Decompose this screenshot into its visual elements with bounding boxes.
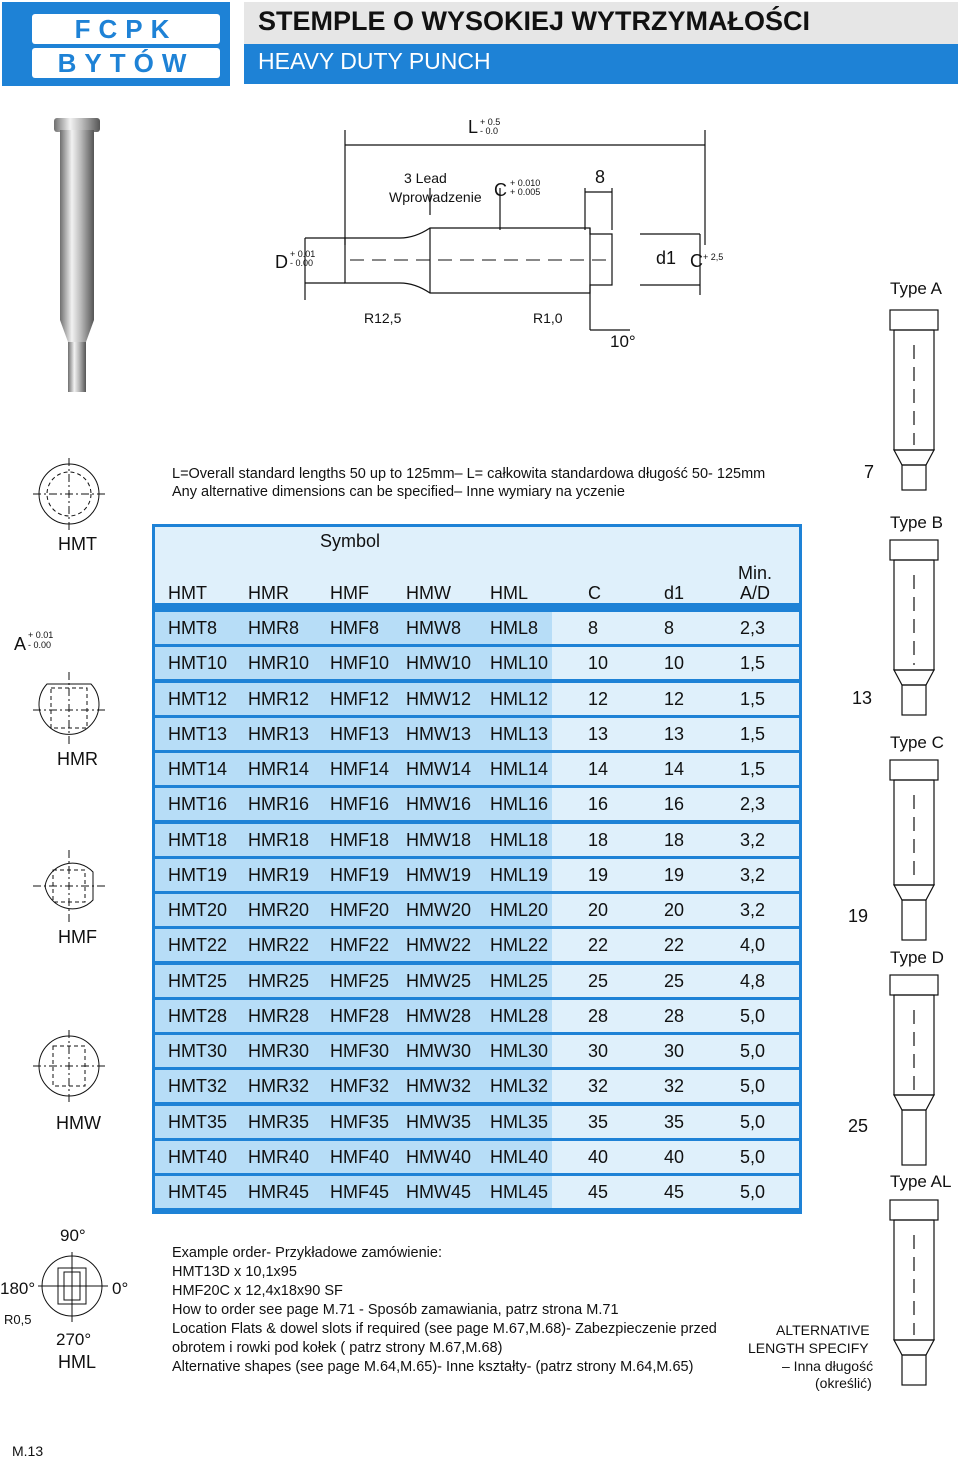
- type-d-label: Type D: [890, 948, 944, 967]
- table-cell: 5,0: [740, 1006, 766, 1026]
- table-cell: HMT45: [168, 1182, 228, 1202]
- punch-type-al-drawing: [880, 1195, 950, 1395]
- table-cell: HMW14: [406, 759, 472, 779]
- table-cell: 5,0: [740, 1041, 766, 1061]
- table-col-header: HMW: [406, 583, 451, 603]
- logo: [2, 2, 230, 86]
- table-row: [155, 718, 799, 750]
- table-cell: HMT19: [168, 865, 228, 885]
- table-row: [155, 894, 799, 926]
- note-how-to-order: How to order see page M.71 - Sposób zamawiania, patrz strona M.71: [172, 1302, 619, 1318]
- dim-C2-tol: + 2,5: [703, 252, 724, 262]
- alt-length-line2: LENGTH SPECIFY: [748, 1340, 869, 1356]
- table-row: [155, 965, 799, 997]
- table-cell: 1,5: [740, 653, 766, 673]
- note-alternative-dimensions: Any alternative dimensions can be specified– Inne wymiary na yczenie: [172, 484, 625, 500]
- radius-05-label: R0,5: [4, 1312, 32, 1327]
- table-cell: HMR45: [248, 1182, 310, 1202]
- note-example-1: HMT13D x 10,1x95: [172, 1264, 297, 1280]
- dim-L-tol-minus: - 0.0: [480, 126, 499, 136]
- table-cell: HML32: [490, 1076, 549, 1096]
- table-cell: HMR40: [248, 1147, 310, 1167]
- table-cell: HMW10: [406, 653, 472, 673]
- table-cell: HML19: [490, 865, 549, 885]
- punch-type-a-drawing: [880, 305, 950, 495]
- table-row: [155, 683, 799, 715]
- angle-0-label: 0°: [112, 1279, 129, 1298]
- table-cell: HML30: [490, 1041, 549, 1061]
- dim-25-label: 25: [848, 1116, 869, 1136]
- dim-13-label: 13: [852, 688, 873, 708]
- table-cell: HML10: [490, 653, 549, 673]
- section-hmw-label: HMW: [56, 1113, 101, 1133]
- table-cell: HML8: [490, 618, 539, 638]
- dim-C-tol-plus: + 0.010: [510, 178, 541, 188]
- table-cell: 20: [588, 900, 609, 920]
- section-hmw-icon: [33, 1030, 105, 1102]
- table-cell: HMR22: [248, 935, 310, 955]
- table-cell: HMR25: [248, 971, 310, 991]
- table-cell: HMF16: [330, 794, 390, 814]
- table-row: [155, 1000, 799, 1032]
- table-cell: HMW19: [406, 865, 472, 885]
- table-cell: 3,2: [740, 865, 766, 885]
- table-cell: HMT30: [168, 1041, 228, 1061]
- type-b-label: Type B: [890, 513, 943, 532]
- table-cell: HMF30: [330, 1041, 390, 1061]
- dim-C-tol-minus: + 0.005: [510, 187, 541, 197]
- table-cell: HMW45: [406, 1182, 472, 1202]
- table-cell: HMW20: [406, 900, 472, 920]
- table-cell: HMT40: [168, 1147, 228, 1167]
- note-overall-length: L=Overall standard lengths 50 up to 125mm– L= całkowita standardowa długość 50- 125mm: [172, 466, 766, 482]
- table-cell: HMR10: [248, 653, 310, 673]
- logo-text-line1: FCPK: [32, 14, 220, 44]
- table-cell: 12: [664, 689, 685, 709]
- table-row: [155, 929, 799, 961]
- dim-19-label: 19: [848, 906, 869, 926]
- table-cell: HMR16: [248, 794, 310, 814]
- section-hml-label: HML: [58, 1352, 97, 1372]
- table-cell: HMT10: [168, 653, 228, 673]
- section-hml-icon: [38, 1252, 110, 1324]
- table-cell: 40: [664, 1147, 685, 1167]
- table-cell: 10: [664, 653, 685, 673]
- table-cell: HML40: [490, 1147, 549, 1167]
- type-al-label: Type AL: [890, 1172, 952, 1191]
- table-cell: HML45: [490, 1182, 549, 1202]
- table-cell: 8: [664, 618, 675, 638]
- table-cell: 22: [664, 935, 685, 955]
- table-col-header: A/D: [740, 583, 771, 603]
- table-cell: HMW18: [406, 830, 472, 850]
- table-cell: HMW35: [406, 1112, 472, 1132]
- table-row: [155, 824, 799, 856]
- punch-type-d-drawing: [880, 970, 950, 1170]
- table-cell: HMF12: [330, 689, 390, 709]
- section-hmf-icon: [33, 850, 105, 922]
- table-cell: HMT14: [168, 759, 228, 779]
- table-col-header: HMR: [248, 583, 289, 603]
- table-cell: 5,0: [740, 1147, 766, 1167]
- dim-L-label: L: [468, 117, 479, 137]
- table-cell: 25: [588, 971, 609, 991]
- table-cell: HMW40: [406, 1147, 472, 1167]
- dim-D-label: D: [275, 252, 288, 272]
- dim-D-tol-minus: - 0.00: [290, 258, 314, 268]
- angle-label: 10°: [610, 332, 636, 351]
- table-cell: HMF8: [330, 618, 379, 638]
- table-cell: HMF32: [330, 1076, 390, 1096]
- dim-A-tol-plus: + 0.01: [28, 630, 54, 640]
- note-location-flats-pl: obrotem i rowki pod kołek ( patrz strony M.67,M.68): [172, 1340, 503, 1356]
- table-cell: 45: [588, 1182, 609, 1202]
- punch-drawing: [290, 110, 750, 360]
- punch-type-c-drawing: [880, 755, 950, 945]
- table-cell: HML25: [490, 971, 549, 991]
- section-hmr-label: HMR: [57, 749, 98, 769]
- table-cell: 1,5: [740, 689, 766, 709]
- table-cell: 20: [664, 900, 685, 920]
- table-cell: HMW16: [406, 794, 472, 814]
- table-col-header: HMT: [168, 583, 207, 603]
- table-cell: 8: [588, 618, 599, 638]
- note-example-2: HMF20C x 12,4x18x90 SF: [172, 1283, 343, 1299]
- table-cell: HMW8: [406, 618, 461, 638]
- table-row: [155, 1141, 799, 1173]
- table-cell: HML13: [490, 724, 549, 744]
- angle-180-label: 180°: [0, 1279, 36, 1298]
- dim-7-label: 7: [864, 462, 875, 482]
- table-cell: 35: [588, 1112, 609, 1132]
- section-hmf-label: HMF: [58, 927, 97, 947]
- dim-d1-label: d1: [656, 248, 677, 268]
- table-cell: HMF22: [330, 935, 390, 955]
- table-cell: HMW32: [406, 1076, 472, 1096]
- table-cell: 18: [664, 830, 685, 850]
- table-cell: 16: [588, 794, 609, 814]
- table-cell: HMR18: [248, 830, 310, 850]
- table-row: [155, 1070, 799, 1102]
- table-cell: HMT13: [168, 724, 228, 744]
- table-cell: HMR12: [248, 689, 310, 709]
- table-cell: HMW13: [406, 724, 472, 744]
- table-cell: 14: [588, 759, 609, 779]
- table-cell: HMF19: [330, 865, 390, 885]
- table-cell: 5,0: [740, 1182, 766, 1202]
- table-cell: 32: [664, 1076, 685, 1096]
- table-cell: HML22: [490, 935, 549, 955]
- table-cell: 5,0: [740, 1076, 766, 1096]
- table-cell: HMR13: [248, 724, 310, 744]
- table-cell: HMW25: [406, 971, 472, 991]
- table-row: [155, 788, 799, 820]
- dim-8-label: 8: [595, 167, 606, 187]
- table-col-header: C: [588, 583, 601, 603]
- table-cell: 2,3: [740, 618, 766, 638]
- dim-C-label: C: [494, 180, 507, 200]
- table-cell: HMW30: [406, 1041, 472, 1061]
- table-cell: HMR32: [248, 1076, 310, 1096]
- table-cell: 19: [664, 865, 685, 885]
- page-title-pl: STEMPLE O WYSOKIEJ WYTRZYMAŁOŚCI: [258, 6, 811, 36]
- table-cell: 18: [588, 830, 609, 850]
- table-cell: HMF45: [330, 1182, 390, 1202]
- table-cell: 16: [664, 794, 685, 814]
- table-cell: HML14: [490, 759, 549, 779]
- table-cell: HMT8: [168, 618, 217, 638]
- table-row: [155, 859, 799, 891]
- angle-90-label: 90°: [60, 1226, 86, 1245]
- table-cell: 1,5: [740, 759, 766, 779]
- table-cell: HMF40: [330, 1147, 390, 1167]
- table-cell: HMT20: [168, 900, 228, 920]
- page-title-en: HEAVY DUTY PUNCH: [258, 48, 491, 74]
- type-c-label: Type C: [890, 733, 944, 752]
- table-cell: HMT22: [168, 935, 228, 955]
- punch-photo: [50, 110, 110, 395]
- table-cell: HMF18: [330, 830, 390, 850]
- table-row: [155, 1035, 799, 1067]
- note-alternative-shapes: Alternative shapes (see page M.64,M.65)- Inne kształty- (patrz strony M.64,M.65): [172, 1359, 694, 1375]
- table-cell: HMT25: [168, 971, 228, 991]
- table-cell: 19: [588, 865, 609, 885]
- table-cell: 28: [588, 1006, 609, 1026]
- alt-length-line4: (określić): [815, 1375, 872, 1391]
- table-cell: 25: [664, 971, 685, 991]
- table-cell: HML20: [490, 900, 549, 920]
- table-cell: HMW22: [406, 935, 472, 955]
- table-cell: 40: [588, 1147, 609, 1167]
- table-cell: HMF10: [330, 653, 390, 673]
- table-cell: 2,3: [740, 794, 766, 814]
- table-cell: 4,8: [740, 971, 766, 991]
- alt-length-line3: – Inna długość: [782, 1358, 874, 1374]
- type-a-label: Type A: [890, 279, 942, 298]
- table-cell: HML35: [490, 1112, 549, 1132]
- table-cell: 28: [664, 1006, 685, 1026]
- table-cell: HML12: [490, 689, 549, 709]
- table-cell: HMF28: [330, 1006, 390, 1026]
- radius-1-label: R1,0: [533, 310, 563, 326]
- table-cell: HMT35: [168, 1112, 228, 1132]
- table-cell: HMR30: [248, 1041, 310, 1061]
- table-cell: HMR8: [248, 618, 300, 638]
- section-hmr-icon: [33, 670, 105, 745]
- table-cell: 14: [664, 759, 685, 779]
- table-col-header: HML: [490, 583, 529, 603]
- dim-D-tol-plus: + 0.01: [290, 249, 316, 259]
- table-row: [155, 647, 799, 679]
- section-hmt-label: HMT: [58, 534, 97, 554]
- dim-L-tol-plus: + 0.5: [480, 117, 501, 127]
- table-cell: 30: [588, 1041, 609, 1061]
- punch-type-b-drawing: [880, 535, 950, 725]
- note-location-flats: Location Flats & dowel slots if required (see page M.67,M.68)- Zabezpieczenie przed: [172, 1321, 717, 1337]
- table-cell: HMR19: [248, 865, 310, 885]
- table-cell: HMR14: [248, 759, 310, 779]
- table-cell: HMF25: [330, 971, 390, 991]
- table-row: [155, 1176, 799, 1208]
- table-col-header: HMF: [330, 583, 369, 603]
- table-col-header: d1: [664, 583, 685, 603]
- dim-A-label: A: [14, 634, 27, 654]
- table-row: [155, 753, 799, 785]
- table-row: [155, 612, 799, 644]
- table-cell: 5,0: [740, 1112, 766, 1132]
- note-example-order: Example order- Przykładowe zamówienie:: [172, 1245, 442, 1261]
- table-cell: HML18: [490, 830, 549, 850]
- angle-270-label: 270°: [56, 1330, 92, 1349]
- logo-text-line2: BYTÓW: [32, 48, 220, 78]
- table-cell: 35: [664, 1112, 685, 1132]
- table-cell: 4,0: [740, 935, 766, 955]
- table-cell: 45: [664, 1182, 685, 1202]
- table-cell: 13: [664, 724, 685, 744]
- table-cell: 3,2: [740, 900, 766, 920]
- table-cell: 13: [588, 724, 609, 744]
- table-cell: HML16: [490, 794, 549, 814]
- table-cell: HMR20: [248, 900, 310, 920]
- table-cell: HMW12: [406, 689, 472, 709]
- table-cell: 10: [588, 653, 609, 673]
- table-cell: 32: [588, 1076, 609, 1096]
- alt-length-line1: ALTERNATIVE: [776, 1322, 870, 1338]
- lead-label-en: 3 Lead: [404, 170, 447, 186]
- lead-label-pl: Wprowadzenie: [389, 189, 482, 205]
- table-cell: 12: [588, 689, 609, 709]
- table-cell: HMF13: [330, 724, 390, 744]
- page-number: M.13: [12, 1443, 44, 1459]
- table-row: [155, 1106, 799, 1138]
- table-cell: HMF35: [330, 1112, 390, 1132]
- table-min-label: Min.: [738, 563, 773, 583]
- table-cell: HMT18: [168, 830, 228, 850]
- table-cell: HMT12: [168, 689, 228, 709]
- table-cell: HML28: [490, 1006, 549, 1026]
- table-cell: 22: [588, 935, 609, 955]
- table-cell: HMR28: [248, 1006, 310, 1026]
- radius-12-label: R12,5: [364, 310, 402, 326]
- table-cell: HMF20: [330, 900, 390, 920]
- table-cell: HMT16: [168, 794, 228, 814]
- table-symbol-label: Symbol: [320, 531, 381, 551]
- table-cell: HMF14: [330, 759, 390, 779]
- table-cell: HMR35: [248, 1112, 310, 1132]
- dim-A-tol-minus: - 0.00: [28, 640, 52, 650]
- section-hmt-icon: [33, 458, 105, 530]
- table-cell: 3,2: [740, 830, 766, 850]
- table-cell: 30: [664, 1041, 685, 1061]
- table-cell: 1,5: [740, 724, 766, 744]
- table-cell: HMT28: [168, 1006, 228, 1026]
- table-cell: HMT32: [168, 1076, 228, 1096]
- dim-C2-label: C: [690, 251, 703, 271]
- table-cell: HMW28: [406, 1006, 472, 1026]
